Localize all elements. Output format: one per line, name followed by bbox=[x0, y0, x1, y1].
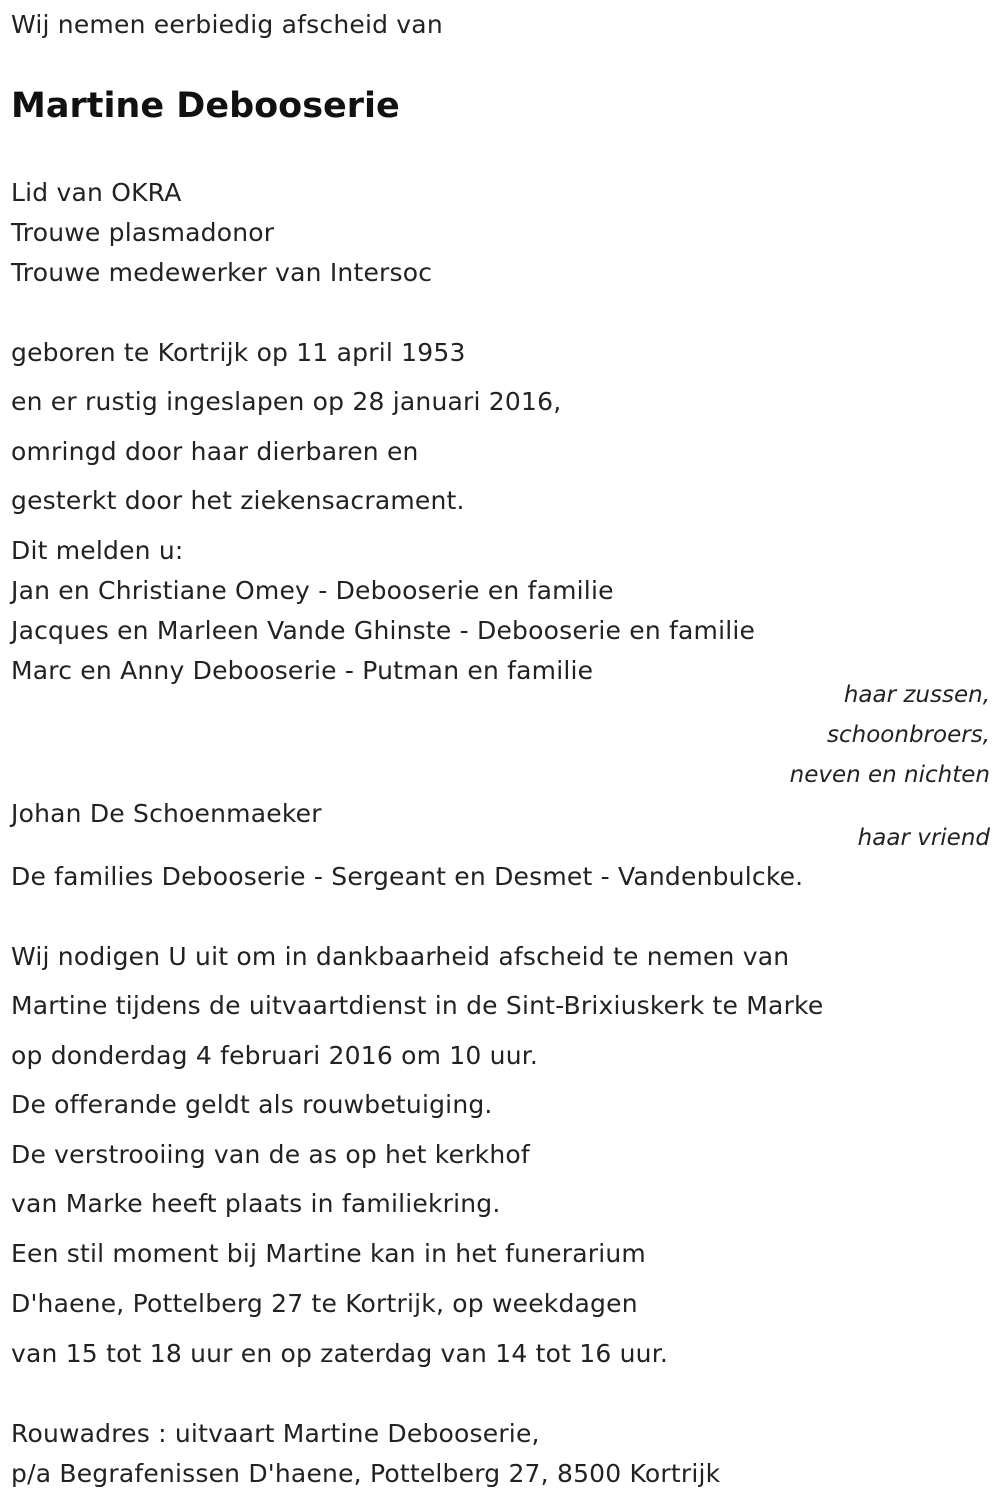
relation-line: schoonbroers, bbox=[827, 722, 990, 748]
address-line: Rouwadres : uitvaart Martine Debooserie, bbox=[11, 1419, 540, 1448]
role-line: Lid van OKRA bbox=[11, 178, 182, 207]
invitation-line: D'haene, Pottelberg 27 te Kortrijk, op weekdagen bbox=[11, 1289, 638, 1318]
friend-name: Johan De Schoenmaeker bbox=[11, 799, 322, 828]
family-line: Jan en Christiane Omey - Debooserie en familie bbox=[11, 576, 614, 605]
invitation-line: Martine tijdens de uitvaartdienst in de Sint-Brixiuskerk te Marke bbox=[11, 991, 824, 1020]
family-line: Marc en Anny Debooserie - Putman en familie bbox=[11, 656, 594, 685]
life-line: en er rustig ingeslapen op 28 januari 2016, bbox=[11, 387, 562, 416]
family-line: Jacques en Marleen Vande Ghinste - Debooserie en familie bbox=[11, 616, 756, 645]
address-line: p/a Begrafenissen D'haene, Pottelberg 27, 8500 Kortrijk bbox=[11, 1459, 721, 1488]
role-line: Trouwe medewerker van Intersoc bbox=[11, 258, 433, 287]
intro-text: Wij nemen eerbiedig afscheid van bbox=[11, 10, 443, 39]
life-line: gesterkt door het ziekensacrament. bbox=[11, 486, 465, 515]
deceased-name: Martine Debooserie bbox=[11, 86, 400, 126]
families-line: De families Debooserie - Sergeant en Desmet - Vandenbulcke. bbox=[11, 862, 804, 891]
invitation-line: van 15 tot 18 uur en op zaterdag van 14 tot 16 uur. bbox=[11, 1339, 669, 1368]
life-line: omringd door haar dierbaren en bbox=[11, 437, 419, 466]
announce-text: Dit melden u: bbox=[11, 536, 184, 565]
invitation-line: op donderdag 4 februari 2016 om 10 uur. bbox=[11, 1041, 539, 1070]
invitation-line: De verstrooiing van de as op het kerkhof bbox=[11, 1140, 530, 1169]
invitation-line: Wij nodigen U uit om in dankbaarheid afscheid te nemen van bbox=[11, 942, 790, 971]
relation-line: haar zussen, bbox=[843, 682, 990, 708]
relation-line: neven en nichten bbox=[789, 762, 990, 788]
invitation-line: De offerande geldt als rouwbetuiging. bbox=[11, 1090, 493, 1119]
role-line: Trouwe plasmadonor bbox=[11, 218, 275, 247]
friend-relation: haar vriend bbox=[857, 825, 990, 851]
invitation-line: Een stil moment bij Martine kan in het funerarium bbox=[11, 1239, 646, 1268]
invitation-line: van Marke heeft plaats in familiekring. bbox=[11, 1189, 501, 1218]
life-line: geboren te Kortrijk op 11 april 1953 bbox=[11, 338, 466, 367]
